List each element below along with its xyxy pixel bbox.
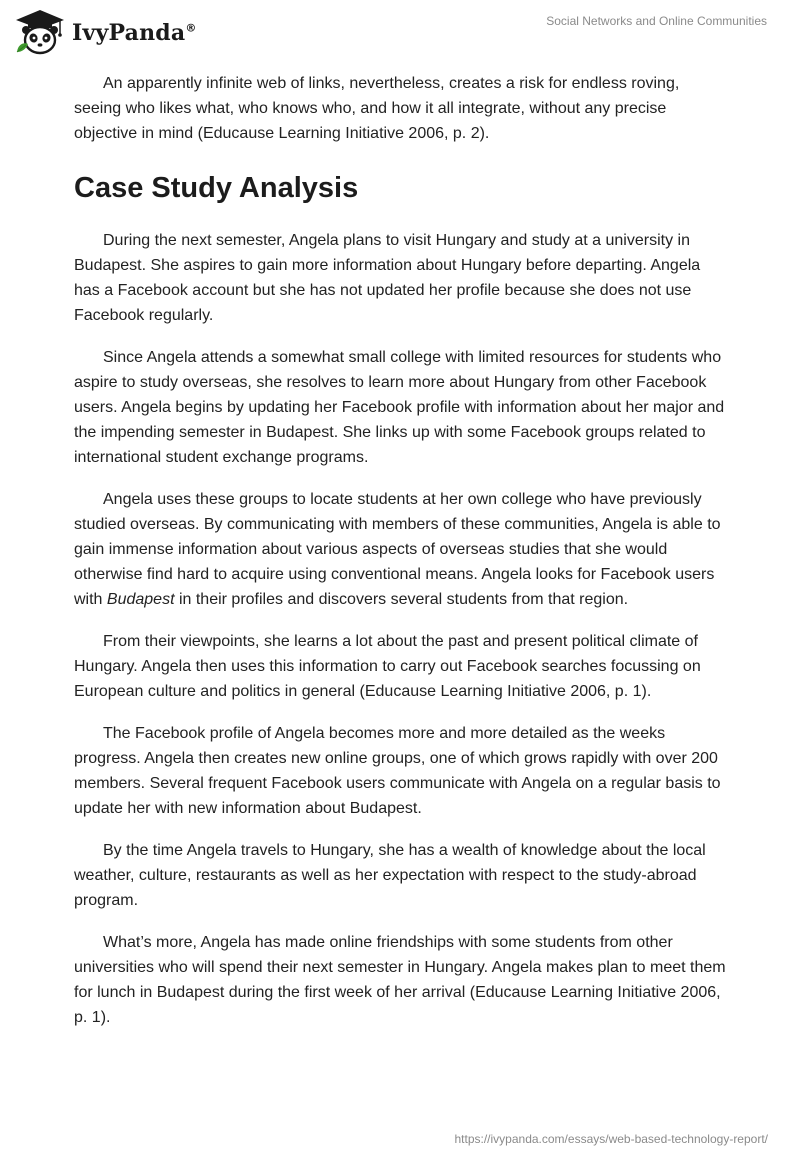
panda-graduate-icon: [14, 8, 66, 56]
document-title: Social Networks and Online Communities: [546, 14, 767, 28]
paragraph-3-text-end: in their profiles and discovers several students from that region.: [174, 591, 629, 608]
paragraph-7: What’s more, Angela has made online friendships with some students from other universities who will spend their next semester in Hungary. Angela makes plan to meet them for lunch in Budapest during the first week of her arrival (Educause Learning Initiative 2006, p. 1).: [74, 934, 726, 1026]
paragraph-2: Since Angela attends a somewhat small college with limited resources for students who aspire to study overseas, she resolves to learn more about Hungary from other Facebook users. Angela begins by updating her Facebook profile with information about her major and the impending semester in Budapest. She links up with some Facebook groups related to international student exchange programs.: [74, 349, 725, 466]
ivypanda-logo[interactable]: [14, 8, 197, 56]
source-url[interactable]: https://ivypanda.com/essays/web-based-technology-report/: [454, 1132, 768, 1146]
paragraph-4: From their viewpoints, she learns a lot about the past and present political climate of Hungary. Angela then uses this information to carry out Facebook searches focussing on European culture and politics in general (Educause Learning Initiative 2006, p. 1).: [74, 633, 701, 700]
paragraph-1: During the next semester, Angela plans to visit Hungary and study at a university in Budapest. She aspires to gain more information about Hungary before departing. Angela has a Facebook account but she has not updated her profile because she does not use Facebook regularly.: [74, 232, 701, 324]
paragraph-3: [74, 487, 729, 612]
section-heading: Case Study Analysis: [74, 172, 359, 204]
paragraph-5: The Facebook profile of Angela becomes more and more detailed as the weeks progress. Angela then creates new online groups, one of which grows rapidly with over 200 members. Several frequent Facebook users communicate with Angela on a regular basis to update her with new information about Budapest.: [74, 725, 721, 817]
intro-paragraph: An apparently infinite web of links, nevertheless, creates a risk for endless roving, seeing who likes what, who knows who, and how it all integrate, without any precise objective in mind (Educause Learning Initiative 2006, p. 2).: [74, 75, 680, 142]
paragraph-3-italic: Budapest: [106, 591, 175, 608]
paragraph-6: By the time Angela travels to Hungary, she has a wealth of knowledge about the local weather, culture, restaurants as well as her expectation with respect to the study-abroad program.: [74, 842, 706, 909]
paragraph-3-text-start: Angela uses these groups to locate students at her own college who have previously studied overseas. By communicating with members of these communities, Angela is able to gain immense information about various aspects of overseas studies that she would otherwise find hard to acquire using conventional means. Angela looks for Facebook users with: [74, 491, 721, 608]
essay-body: [74, 71, 729, 1047]
brand-name: IvyPanda®: [72, 20, 197, 46]
page-header: [0, 0, 800, 60]
registered-mark: ®: [185, 21, 197, 35]
